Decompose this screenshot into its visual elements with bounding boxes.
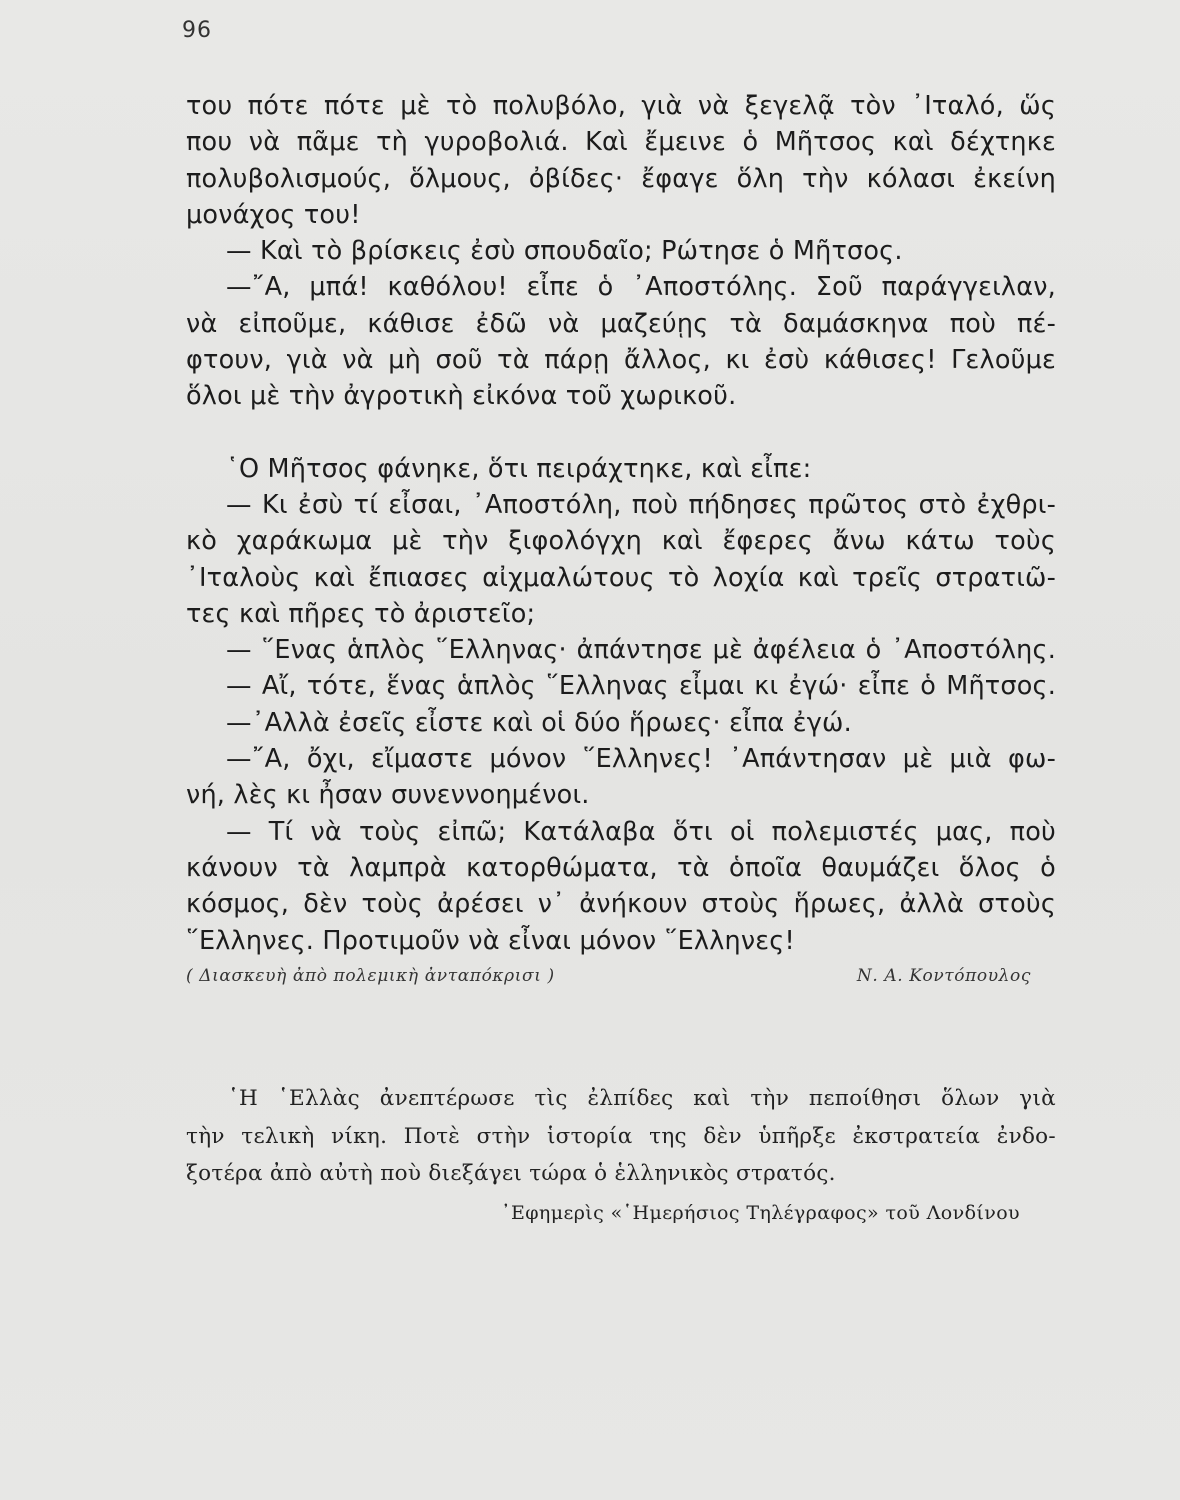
text-line: ῾Ο Μῆτσος φάνηκε, ὅτι πειράχτηκε, καὶ εἶπε: bbox=[226, 453, 812, 484]
text-line: ὅλοι μὲ τὴν ἀγροτικὴ εἰκόνα τοῦ χωρικοῦ. bbox=[186, 381, 737, 412]
attribution-note: ( Διασκευὴ ἀπὸ πολεμικὴ ἀνταπόκρισι ) bbox=[186, 966, 555, 986]
text-line: μονάχος του! bbox=[186, 199, 361, 230]
text-line: — Τί νὰ τοὺς εἰπῶ; Κατάλαβα ὅτι οἱ πολεμιστές μας, ποὺ bbox=[226, 816, 1056, 847]
quote-line: ξοτέρα ἀπὸ αὐτὴ ποὺ διεξάγει τώρα ὁ ἑλληνικὸς στρατός. bbox=[186, 1161, 836, 1186]
text-line: του πότε πότε μὲ τὸ πολυβόλο, γιὰ νὰ ξεγελᾷ τὸν ᾿Ιταλό, ὥς bbox=[186, 91, 1056, 121]
text-line: που νὰ πᾶμε τὴ γυροβολιά. Καὶ ἔμεινε ὁ Μῆτσος καὶ δέχτηκε bbox=[186, 127, 1056, 158]
text-line: πολυβολισμούς, ὅλμους, ὀβίδες· ἔφαγε ὅλη τὴν κόλασι ἐκείνη bbox=[186, 163, 1056, 194]
press-quote bbox=[186, 1080, 1056, 1193]
text-line: κάνουν τὰ λαμπρὰ κατορθώματα, τὰ ὁποῖα θαυμάζει ὅλος ὁ bbox=[186, 852, 1056, 883]
text-line: νὰ εἰποῦμε, κάθισε ἐδῶ νὰ μαζεύῃς τὰ δαμάσκηνα ποὺ πέ- bbox=[186, 308, 1056, 339]
text-line: ῞Ελληνες. Προτιμοῦν νὰ εἶναι μόνον ῞Ελληνες! bbox=[186, 925, 795, 956]
quote-line: ῾Η ῾Ελλὰς ἀνεπτέρωσε τὶς ἐλπίδες καὶ τὴν πεποίθησι ὅλων γιὰ bbox=[228, 1086, 1056, 1111]
quote-line: τὴν τελικὴ νίκη. Ποτὲ στὴν ἱστορία της δὲν ὑπῆρξε ἐκστρατεία ἐνδο- bbox=[186, 1123, 1056, 1149]
text-line: κόσμος, δὲν τοὺς ἀρέσει ν᾿ ἀνήκουν στοὺς ἥρωες, ἀλλὰ στοὺς bbox=[186, 889, 1056, 920]
text-line: —᾿Αλλὰ ἐσεῖς εἶστε καὶ οἱ δύο ἥρωες· εἶπα ἐγώ. bbox=[226, 707, 852, 738]
text-line: — Κι ἐσὺ τί εἶσαι, ᾿Αποστόλη, ποὺ πήδησες πρῶτος στὸ ἐχθρι- bbox=[226, 489, 1056, 520]
main-text bbox=[186, 88, 1056, 959]
text-line: φτουν, γιὰ νὰ μὴ σοῦ τὰ πάρῃ ἄλλος, κι ἐσὺ κάθισες! Γελοῦμε bbox=[186, 345, 1056, 376]
attribution bbox=[186, 966, 1031, 986]
text-line: — ῞Ενας ἁπλὸς ῞Ελληνας· ἀπάντησε μὲ ἀφέλεια ὁ ᾿Αποστόλης. bbox=[226, 635, 1056, 666]
text-line: — Καὶ τὸ βρίσκεις ἐσὺ σπουδαῖο; Ρώτησε ὁ Μῆτσος. bbox=[226, 236, 903, 267]
text-line: —῎Α, μπά! καθόλου! εἶπε ὁ ᾿Αποστόλης. Σοῦ παράγγειλαν, bbox=[226, 272, 1056, 303]
author-name: Ν. Α. Κοντόπουλος bbox=[856, 966, 1031, 986]
text-line: ᾿Ιταλοὺς καὶ ἔπιασες αἰχμαλώτους τὸ λοχία καὶ τρεῖς στρατιῶ- bbox=[186, 562, 1056, 593]
text-line: κὸ χαράκωμα μὲ τὴν ξιφολόγχη καὶ ἔφερες ἄνω κάτω τοὺς bbox=[186, 526, 1056, 557]
text-line: νή, λὲς κι ἦσαν συνεννοημένοι. bbox=[186, 780, 590, 811]
quote-source: ᾿Εφημερὶς «῾Ημερήσιος Τηλέγραφος» τοῦ Λονδίνου bbox=[501, 1202, 1020, 1224]
text-line: τες καὶ πῆρες τὸ ἀριστεῖο; bbox=[186, 598, 536, 629]
text-line: — Αἴ, τότε, ἕνας ἁπλὸς ῞Ελληνας εἶμαι κι ἐγώ· εἶπε ὁ Μῆτσος. bbox=[226, 671, 1056, 702]
page-number: 96 bbox=[182, 18, 212, 43]
text-line: —῎Α, ὄχι, εἴμαστε μόνον ῞Ελληνες! ᾿Απάντησαν μὲ μιὰ φω- bbox=[226, 744, 1056, 775]
